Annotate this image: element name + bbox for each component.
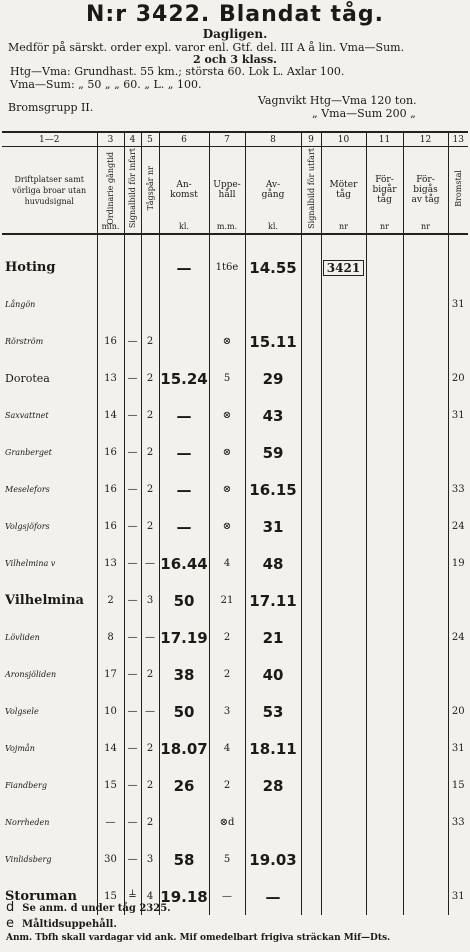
- header-runtime: Ordinarie gångtid min.: [97, 147, 124, 235]
- weight-line-1: Vagnvikt Htg—Vma 120 ton.: [258, 94, 417, 107]
- brake-cell: 31: [448, 397, 468, 434]
- cargo-note: Medför på särskt. order expl. varor enl. Gtf. del. III A å lin. Vma—Sum.: [8, 41, 405, 54]
- track-cell: 2: [141, 508, 159, 545]
- overtaken-cell: [403, 286, 448, 323]
- departure-cell: 31: [245, 508, 301, 545]
- brake-cell: 33: [448, 804, 468, 841]
- station-row: [2, 249, 468, 286]
- header-stop: Uppe-håll m.m.: [209, 147, 245, 235]
- exit-signal-cell: [301, 619, 321, 656]
- station-name: Vilhelmina: [5, 593, 84, 608]
- runtime-cell: —: [97, 804, 124, 841]
- station-name: Långön: [5, 300, 36, 309]
- departure-cell: [245, 804, 301, 841]
- runtime-cell: 16: [97, 508, 124, 545]
- stop-cell: 4: [209, 730, 245, 767]
- entry-signal-cell: —: [124, 804, 141, 841]
- stop-cell: ⊗: [209, 323, 245, 360]
- overtaken-cell: [403, 730, 448, 767]
- track-cell: [141, 249, 159, 286]
- brake-cell: [448, 656, 468, 693]
- timetable: [2, 131, 468, 915]
- stop-cell: ⊗: [209, 471, 245, 508]
- brake-cell: 20: [448, 693, 468, 730]
- departure-cell: 14.55: [245, 249, 301, 286]
- station-row: [2, 804, 468, 841]
- brake-cell: 33: [448, 471, 468, 508]
- runtime-cell: 15: [97, 878, 124, 915]
- departure-cell: 17.11: [245, 582, 301, 619]
- entry-signal-cell: [124, 286, 141, 323]
- stop-cell: ⊗: [209, 508, 245, 545]
- overtakes-cell: [366, 249, 403, 286]
- stop-cell: 2: [209, 767, 245, 804]
- brake-cell: 31: [448, 286, 468, 323]
- runtime-cell: 13: [97, 545, 124, 582]
- column-number-row: [2, 132, 468, 147]
- overtaken-cell: [403, 804, 448, 841]
- header-arrival: An-komst kl.: [159, 147, 209, 235]
- entry-signal-cell: —: [124, 508, 141, 545]
- overtakes-cell: [366, 434, 403, 471]
- track-cell: 3: [141, 841, 159, 878]
- exit-signal-cell: [301, 767, 321, 804]
- runtime-cell: 14: [97, 730, 124, 767]
- overtaken-cell: [403, 397, 448, 434]
- departure-cell: 15.11: [245, 323, 301, 360]
- footnote-remark: Anm. Tbfh skall vardagar vid ank. Mif omedelbart frigiva sträckan Mif—Dts.: [6, 933, 391, 943]
- station-name: Rörström: [5, 337, 44, 346]
- header-stations: Driftplatser samt vörliga broar utan huvudsignal: [2, 147, 97, 235]
- runtime-cell: [97, 249, 124, 286]
- overtakes-cell: [366, 360, 403, 397]
- arrival-cell: [159, 323, 209, 360]
- overtakes-cell: [366, 471, 403, 508]
- track-cell: —: [141, 693, 159, 730]
- departure-cell: 40: [245, 656, 301, 693]
- entry-signal-cell: —: [124, 656, 141, 693]
- overtaken-cell: [403, 878, 448, 915]
- station-rows: [2, 249, 468, 915]
- train-frequency: Dagligen.: [202, 27, 268, 41]
- stop-cell: 3: [209, 693, 245, 730]
- runtime-cell: [97, 286, 124, 323]
- station-row: [2, 767, 468, 804]
- overtaken-cell: [403, 656, 448, 693]
- meets-cell: [321, 619, 366, 656]
- overtaken-cell: [403, 693, 448, 730]
- col-number: 9: [301, 132, 321, 147]
- entry-signal-cell: —: [124, 323, 141, 360]
- exit-signal-cell: [301, 323, 321, 360]
- header-brake: Bromstal: [448, 147, 468, 235]
- overtaken-cell: [403, 434, 448, 471]
- arrival-cell: 19.18: [159, 878, 209, 915]
- brake-group: Bromsgrupp II.: [8, 101, 94, 114]
- exit-signal-cell: [301, 360, 321, 397]
- exit-signal-cell: [301, 434, 321, 471]
- arrival-cell: 16.44: [159, 545, 209, 582]
- exit-signal-cell: [301, 286, 321, 323]
- track-cell: 2: [141, 360, 159, 397]
- col-number: 1—2: [2, 132, 97, 147]
- runtime-cell: 2: [97, 582, 124, 619]
- overtaken-cell: [403, 619, 448, 656]
- exit-signal-cell: [301, 841, 321, 878]
- entry-signal-cell: [124, 249, 141, 286]
- brake-cell: 31: [448, 730, 468, 767]
- arrival-cell: —: [159, 471, 209, 508]
- col-number: 5: [141, 132, 159, 147]
- arrival-cell: 58: [159, 841, 209, 878]
- weight-line-2: „ Vma—Sum 200 „: [312, 107, 416, 120]
- station-name: Volgsjöfors: [5, 522, 50, 531]
- runtime-cell: 16: [97, 323, 124, 360]
- exit-signal-cell: [301, 878, 321, 915]
- brake-cell: [448, 434, 468, 471]
- entry-signal-cell: —: [124, 619, 141, 656]
- brake-cell: [448, 249, 468, 286]
- meets-cell: 3421: [321, 249, 366, 286]
- exit-signal-cell: [301, 397, 321, 434]
- exit-signal-cell: [301, 249, 321, 286]
- brake-cell: 15: [448, 767, 468, 804]
- brake-cell: 19: [448, 545, 468, 582]
- station-row: [2, 286, 468, 323]
- track-cell: 2: [141, 323, 159, 360]
- meets-cell: [321, 545, 366, 582]
- track-cell: 2: [141, 471, 159, 508]
- overtakes-cell: [366, 767, 403, 804]
- overtakes-cell: [366, 804, 403, 841]
- track-cell: 4: [141, 878, 159, 915]
- departure-cell: 43: [245, 397, 301, 434]
- track-cell: 2: [141, 804, 159, 841]
- meets-cell: [321, 286, 366, 323]
- station-row: [2, 693, 468, 730]
- departure-cell: [245, 286, 301, 323]
- arrival-cell: 50: [159, 582, 209, 619]
- overtakes-cell: [366, 619, 403, 656]
- track-cell: 2: [141, 767, 159, 804]
- meets-cell: [321, 656, 366, 693]
- overtaken-cell: [403, 545, 448, 582]
- header-exit-signal: Signalbild för utfart: [301, 147, 321, 235]
- station-name: Dorotea: [5, 372, 50, 385]
- meets-cell: [321, 841, 366, 878]
- overtaken-cell: [403, 582, 448, 619]
- station-row: [2, 545, 468, 582]
- arrival-cell: 18.07: [159, 730, 209, 767]
- arrival-cell: 17.19: [159, 619, 209, 656]
- runtime-cell: 15: [97, 767, 124, 804]
- meets-cell: [321, 730, 366, 767]
- arrival-cell: 15.24: [159, 360, 209, 397]
- stop-cell: 5: [209, 360, 245, 397]
- departure-cell: 18.11: [245, 730, 301, 767]
- station-row: [2, 619, 468, 656]
- header-departure: Av-gång kl.: [245, 147, 301, 235]
- station-row: [2, 656, 468, 693]
- col-number: 7: [209, 132, 245, 147]
- entry-signal-cell: ╧: [124, 878, 141, 915]
- overtakes-cell: [366, 730, 403, 767]
- stop-cell: 21: [209, 582, 245, 619]
- arrival-cell: 38: [159, 656, 209, 693]
- track-cell: 2: [141, 434, 159, 471]
- overtakes-cell: [366, 693, 403, 730]
- col-number: 11: [366, 132, 403, 147]
- entry-signal-cell: —: [124, 434, 141, 471]
- departure-cell: 53: [245, 693, 301, 730]
- meets-cell: [321, 360, 366, 397]
- station-name: Fiandberg: [5, 781, 47, 790]
- meets-cell: [321, 582, 366, 619]
- arrival-cell: 26: [159, 767, 209, 804]
- departure-cell: —: [245, 878, 301, 915]
- track-cell: 3: [141, 582, 159, 619]
- station-name: Vojmån: [5, 744, 35, 753]
- station-name: Storuman: [5, 889, 77, 904]
- track-cell: 2: [141, 730, 159, 767]
- runtime-cell: 16: [97, 471, 124, 508]
- runtime-cell: 17: [97, 656, 124, 693]
- meets-cell: [321, 508, 366, 545]
- station-name: Vilhelmina v: [5, 559, 56, 568]
- column-header-row: [2, 147, 468, 235]
- speed-line-1: Htg—Vma: Grundhast. 55 km.; största 60. Lok L. Axlar 100.: [10, 65, 345, 78]
- meets-cell: [321, 878, 366, 915]
- exit-signal-cell: [301, 730, 321, 767]
- speed-line-2: Vma—Sum: „ 50 „ „ 60. „ L. „ 100.: [10, 78, 202, 91]
- departure-cell: 29: [245, 360, 301, 397]
- entry-signal-cell: —: [124, 693, 141, 730]
- overtaken-cell: [403, 508, 448, 545]
- station-name: Volgsele: [5, 707, 39, 716]
- departure-cell: 48: [245, 545, 301, 582]
- class-info: 2 och 3 klass.: [193, 53, 277, 66]
- header-entry-signal: Signalbild för infart: [124, 147, 141, 235]
- stop-cell: [209, 286, 245, 323]
- runtime-cell: 14: [97, 397, 124, 434]
- departure-cell: 16.15: [245, 471, 301, 508]
- footnote-d: d Se anm. d under tåg 2325.: [6, 900, 171, 915]
- col-number: 4: [124, 132, 141, 147]
- exit-signal-cell: [301, 656, 321, 693]
- brake-cell: [448, 582, 468, 619]
- station-name: Granberget: [5, 448, 52, 457]
- meets-cell: [321, 471, 366, 508]
- overtaken-cell: [403, 471, 448, 508]
- entry-signal-cell: —: [124, 545, 141, 582]
- station-name: Saxvattnet: [5, 411, 49, 420]
- runtime-cell: 13: [97, 360, 124, 397]
- stop-cell: ⊗: [209, 434, 245, 471]
- stop-cell: 2: [209, 656, 245, 693]
- exit-signal-cell: [301, 693, 321, 730]
- station-row: [2, 360, 468, 397]
- meets-cell: [321, 323, 366, 360]
- overtakes-cell: [366, 508, 403, 545]
- station-row: [2, 841, 468, 878]
- stop-cell: ⊗: [209, 397, 245, 434]
- station-row: [2, 471, 468, 508]
- train-title: N:r 3422. Blandat tåg.: [85, 2, 385, 27]
- stop-cell: ⊗d: [209, 804, 245, 841]
- stop-cell: 5: [209, 841, 245, 878]
- overtakes-cell: [366, 878, 403, 915]
- arrival-cell: —: [159, 397, 209, 434]
- station-row: [2, 434, 468, 471]
- entry-signal-cell: —: [124, 730, 141, 767]
- overtakes-cell: [366, 841, 403, 878]
- arrival-cell: [159, 804, 209, 841]
- overtakes-cell: [366, 323, 403, 360]
- col-number: 6: [159, 132, 209, 147]
- entry-signal-cell: —: [124, 471, 141, 508]
- brake-cell: 20: [448, 360, 468, 397]
- arrival-cell: —: [159, 434, 209, 471]
- col-number: 12: [403, 132, 448, 147]
- stop-cell: 4: [209, 545, 245, 582]
- arrival-cell: 50: [159, 693, 209, 730]
- station-name: Norrheden: [5, 818, 50, 827]
- header-overtakes: För-bigår tåg nr: [366, 147, 403, 235]
- overtaken-cell: [403, 249, 448, 286]
- runtime-cell: 10: [97, 693, 124, 730]
- header-meets: Möter tåg nr: [321, 147, 366, 235]
- overtaken-cell: [403, 767, 448, 804]
- brake-cell: [448, 323, 468, 360]
- departure-cell: 19.03: [245, 841, 301, 878]
- meets-cell: [321, 434, 366, 471]
- stop-cell: 1t6e: [209, 249, 245, 286]
- station-name: Aronsjöliden: [5, 670, 57, 679]
- station-row: [2, 323, 468, 360]
- station-name: Hoting: [5, 260, 56, 275]
- entry-signal-cell: —: [124, 582, 141, 619]
- spacer-row: [2, 234, 468, 249]
- stop-cell: 2: [209, 619, 245, 656]
- meets-cell: [321, 767, 366, 804]
- footnote-e: e Måltidsuppehåll.: [6, 916, 117, 931]
- brake-cell: 24: [448, 619, 468, 656]
- overtakes-cell: [366, 545, 403, 582]
- col-number: 8: [245, 132, 301, 147]
- runtime-cell: 16: [97, 434, 124, 471]
- exit-signal-cell: [301, 582, 321, 619]
- overtakes-cell: [366, 582, 403, 619]
- arrival-cell: [159, 286, 209, 323]
- station-row: [2, 397, 468, 434]
- col-number: 3: [97, 132, 124, 147]
- exit-signal-cell: [301, 471, 321, 508]
- track-cell: 2: [141, 397, 159, 434]
- arrival-cell: —: [159, 508, 209, 545]
- exit-signal-cell: [301, 508, 321, 545]
- entry-signal-cell: —: [124, 841, 141, 878]
- brake-cell: [448, 841, 468, 878]
- header-overtaken: För-bigås av tåg nr: [403, 147, 448, 235]
- runtime-cell: 30: [97, 841, 124, 878]
- overtakes-cell: [366, 397, 403, 434]
- runtime-cell: 8: [97, 619, 124, 656]
- arrival-cell: —: [159, 249, 209, 286]
- overtaken-cell: [403, 841, 448, 878]
- exit-signal-cell: [301, 545, 321, 582]
- overtaken-cell: [403, 360, 448, 397]
- track-cell: —: [141, 619, 159, 656]
- station-name: Lövliden: [5, 633, 40, 642]
- departure-cell: 21: [245, 619, 301, 656]
- col-number: 10: [321, 132, 366, 147]
- brake-cell: 24: [448, 508, 468, 545]
- meets-cell: [321, 693, 366, 730]
- brake-cell: 31: [448, 878, 468, 915]
- track-cell: —: [141, 545, 159, 582]
- station-row: [2, 508, 468, 545]
- station-name: Vinlidsberg: [5, 855, 52, 864]
- meets-cell: [321, 397, 366, 434]
- station-row: [2, 730, 468, 767]
- overtakes-cell: [366, 656, 403, 693]
- track-cell: 2: [141, 656, 159, 693]
- entry-signal-cell: —: [124, 360, 141, 397]
- station-name: Meselefors: [5, 485, 50, 494]
- track-cell: [141, 286, 159, 323]
- col-number: 13: [448, 132, 468, 147]
- entry-signal-cell: —: [124, 767, 141, 804]
- exit-signal-cell: [301, 804, 321, 841]
- departure-cell: 59: [245, 434, 301, 471]
- overtaken-cell: [403, 323, 448, 360]
- overtakes-cell: [366, 286, 403, 323]
- stop-cell: —: [209, 878, 245, 915]
- entry-signal-cell: —: [124, 397, 141, 434]
- station-row: [2, 582, 468, 619]
- departure-cell: 28: [245, 767, 301, 804]
- header-track: Tågspår nr: [141, 147, 159, 235]
- meets-cell: [321, 804, 366, 841]
